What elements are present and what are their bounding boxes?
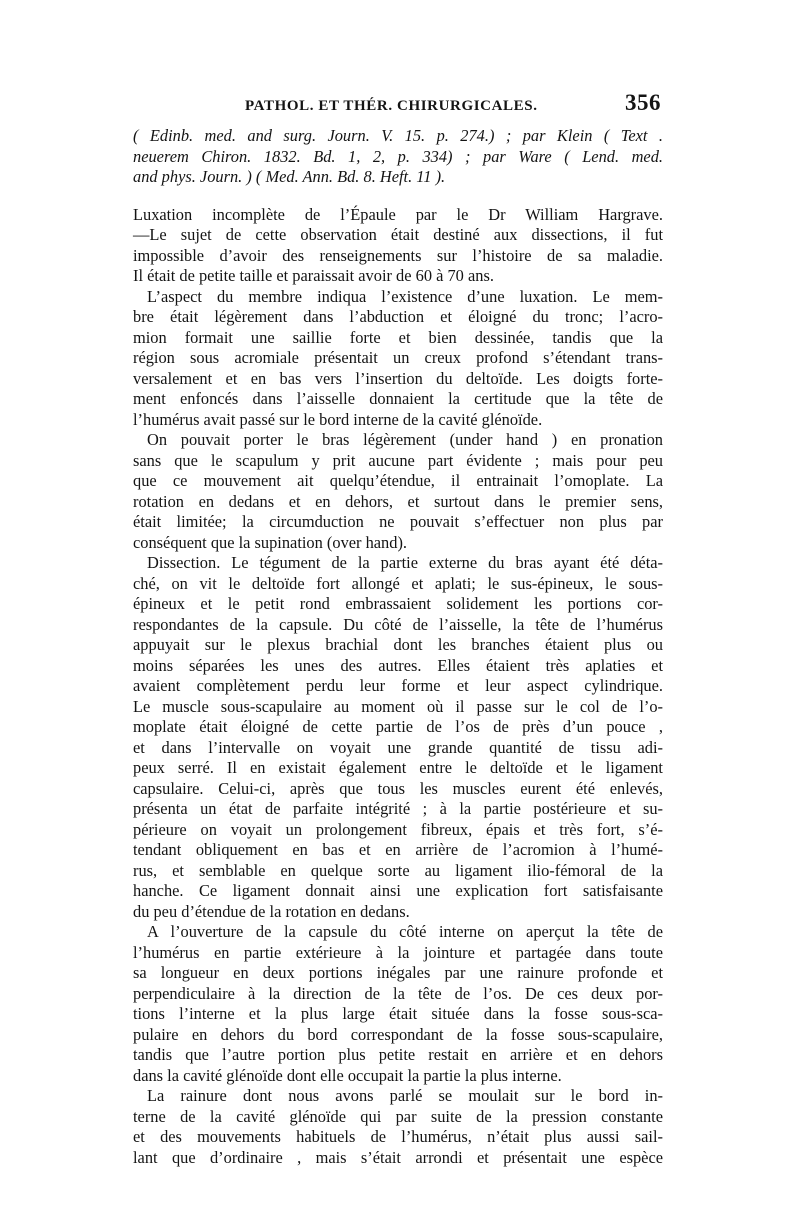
running-head: PATHOL. ET THÉR. CHIRURGICALES. bbox=[245, 98, 538, 114]
text-line: bre était légèrement dans l’abduction et éloigné du tronc; l’acro- bbox=[133, 307, 663, 326]
text-line: ( Edinb. med. and surg. Journ. V. 15. p. 274.) ; par Klein ( Text . bbox=[133, 126, 663, 145]
page-header bbox=[133, 88, 663, 128]
text-line: présenta un état de parfaite intégrité ; à la partie postérieure et su- bbox=[133, 799, 663, 818]
text-line: et des mouvements habituels de l’humérus, n’était plus aussi sail- bbox=[133, 1127, 663, 1146]
text-line: versalement et en bas vers l’insertion du deltoïde. Les doigts forte- bbox=[133, 368, 663, 388]
text-line: l’humérus en partie extérieure à la jointure et partagée dans toute bbox=[133, 942, 663, 962]
text-line: moins séparées les unes des autres. Elles étaient très aplaties et bbox=[133, 655, 663, 675]
text-line: On pouvait porter le bras légèrement (under hand ) en pronation bbox=[147, 430, 663, 449]
text-line: lant que d’ordinaire , mais s’était arrondi et présentait une espèce bbox=[133, 1147, 663, 1167]
text-line: tendant obliquement en bas et en arrière de l’acromion à l’humé- bbox=[133, 840, 663, 859]
text-line: La rainure dont nous avons parlé se moulait sur le bord in- bbox=[147, 1086, 663, 1105]
article-luxation bbox=[133, 205, 663, 1169]
text-line: Le muscle sous-scapulaire au moment où il passe sur le col de l’o- bbox=[133, 696, 663, 716]
text-line: épineux et le petit rond embrassaient solidement les portions cor- bbox=[133, 594, 663, 613]
text-line: A l’ouverture de la capsule du côté interne on aperçut la tête de bbox=[147, 922, 663, 941]
text-line: conséquent que la supination (over hand). bbox=[133, 532, 408, 552]
text-line: tandis que l’autre portion plus petite restait en arrière et en dehors bbox=[133, 1045, 663, 1064]
text-line: l’humérus avait passé sur le bord interne de la cavité glénoïde. bbox=[133, 409, 543, 429]
paragraph-gap bbox=[133, 188, 663, 205]
text-line: Il était de petite taille et paraissait avoir de 60 à 70 ans. bbox=[133, 266, 494, 285]
text-line: pulaire en dehors du bord correspondant de la fosse sous-scapulaire, bbox=[133, 1024, 663, 1044]
text-line: —Le sujet de cette observation était destiné aux dissections, il fut bbox=[133, 225, 663, 244]
text-line: impossible d’avoir des renseignements sur l’histoire de sa maladie. bbox=[133, 245, 663, 265]
text-line: respondantes de la capsule. Du côté de l’aisselle, la tête de l’humérus bbox=[133, 614, 663, 634]
article-heading-line: Luxation incomplète de l’Épaule par le Dr William Hargrave. bbox=[133, 204, 663, 224]
text-line: sa longueur en deux portions inégales par une rainure profonde et bbox=[133, 963, 663, 982]
text-block bbox=[133, 126, 663, 1168]
text-line: avaient complètement perdu leur forme et leur aspect cylindrique. bbox=[133, 676, 663, 695]
text-line: appuyait sur le plexus brachial dont les branches étaient plus ou bbox=[133, 635, 663, 654]
text-line: ché, on vit le deltoïde fort allongé et aplati; le sus-épineux, le sous- bbox=[133, 573, 663, 593]
text-line: L’aspect du membre indiqua l’existence d’une luxation. Le mem- bbox=[147, 286, 663, 306]
text-line: dans la cavité glénoïde dont elle occupait la partie la plus interne. bbox=[133, 1065, 562, 1085]
text-line: Dissection. Le tégument de la partie externe du bras ayant été déta- bbox=[147, 553, 663, 572]
text-line: and phys. Journ. ) ( Med. Ann. Bd. 8. Heft. 11 ). bbox=[133, 167, 446, 186]
text-line: moplate était éloigné de cette partie de l’os de près d’un pouce , bbox=[133, 717, 663, 736]
text-line: neuerem Chiron. 1832. Bd. 1, 2, p. 334) ; par Ware ( Lend. med. bbox=[133, 146, 663, 166]
text-line: région sous acromiale présentait un creux profond s’étendant trans- bbox=[133, 348, 663, 367]
text-line: sans que le scapulum y prit aucune part évidente ; mais pour peu bbox=[133, 450, 663, 470]
text-line: hanche. Ce ligament donnait ainsi une explication fort satisfaisante bbox=[133, 881, 663, 900]
references-paragraph bbox=[133, 126, 663, 188]
text-line: terne de la cavité glénoïde qui par suite de la pression constante bbox=[133, 1106, 663, 1126]
text-line: était limitée; la circumduction ne pouvait s’effectuer non plus par bbox=[133, 512, 663, 531]
text-line: rotation en dedans et en dehors, et surtout dans le premier sens, bbox=[133, 491, 663, 511]
text-line: ment enfoncés dans l’aisselle donnaient la certitude que la tête de bbox=[133, 389, 663, 408]
text-line: perpendiculaire à la direction de la tête de l’os. De ces deux por- bbox=[133, 983, 663, 1003]
text-line: tions l’interne et la plus large était située dans la fosse sous-sca- bbox=[133, 1004, 663, 1023]
text-line: du peu d’étendue de la rotation en dedans. bbox=[133, 901, 410, 921]
text-line: rus, et semblable en quelque sorte au ligament ilio-fémoral de la bbox=[133, 860, 663, 880]
text-line: et dans l’intervalle on voyait une grande quantité de tissu adi- bbox=[133, 737, 663, 757]
page-number: 356 bbox=[625, 90, 661, 115]
text-line: que ce mouvement ait quelqu’étendue, il entrainait l’omoplate. La bbox=[133, 471, 663, 490]
text-line: périeure on voyait un prolongement fibreux, épais et très fort, s’é- bbox=[133, 819, 663, 839]
text-line: capsulaire. Celui-ci, après que tous les muscles eurent été enlevés, bbox=[133, 778, 663, 798]
text-line: peux serré. Il en existait également entre le deltoïde et le ligament bbox=[133, 758, 663, 777]
text-line: mion formait une saillie forte et bien dessinée, tandis que la bbox=[133, 327, 663, 347]
